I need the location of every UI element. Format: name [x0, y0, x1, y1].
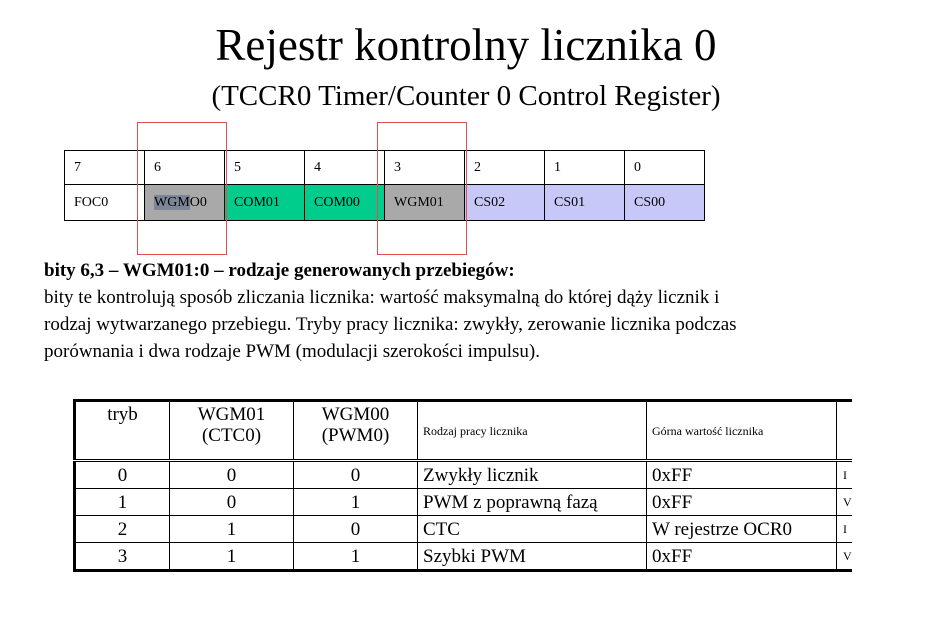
- modes-table-header: [75, 401, 852, 461]
- page-title: Rejestr kontrolny licznika 0: [215, 20, 717, 70]
- bit-number: 2: [465, 151, 545, 185]
- modes-table: [73, 399, 852, 572]
- bit-number: 5: [225, 151, 305, 185]
- bit-number: 4: [305, 151, 385, 185]
- paragraph-line: bity te kontrolują sposób zliczania licznika: wartość maksymalną do której dąży licznik i: [44, 287, 720, 308]
- paragraph-line: porównania i dwa rodzaje PWM (modulacji szerokości impulsu).: [44, 341, 540, 362]
- highlight-box-bit6: [137, 122, 227, 255]
- highlight-box-bit3: [377, 122, 467, 255]
- bit-number: 6: [145, 151, 225, 185]
- bit-number: 1: [545, 151, 625, 185]
- table-row: 3 1 1 Szybki PWM 0xFF V: [75, 543, 852, 571]
- bit-name-com01: COM01: [225, 185, 305, 221]
- page-subtitle: (TCCR0 Timer/Counter 0 Control Register): [211, 80, 721, 112]
- description-paragraph: [44, 284, 929, 365]
- bit-name-cs02: CS02: [465, 185, 545, 221]
- bit-name-cs00: CS00: [625, 185, 705, 221]
- table-row: 0 0 0 Zwykły licznik 0xFF I: [75, 461, 852, 489]
- section-heading: bity 6,3 – WGM01:0 – rodzaje generowanych przebiegów:: [44, 260, 515, 281]
- table-row: 1 0 1 PWM z poprawną fazą 0xFF V: [75, 489, 852, 516]
- bit-name-wgm00: WGMO0: [145, 185, 225, 221]
- bit-number: 0: [625, 151, 705, 185]
- paragraph-line: rodzaj wytwarzanego przebiegu. Tryby pracy licznika: zwykły, zerowanie licznika podczas: [44, 314, 737, 335]
- bit-name-com00: COM00: [305, 185, 385, 221]
- bit-name-cs01: CS01: [545, 185, 625, 221]
- bit-name-wgm01: WGM01: [385, 185, 465, 221]
- header-wgm00: WGM00 (PWM0): [294, 401, 418, 461]
- header-gorna: Górna wartość licznika: [647, 401, 837, 461]
- bit-name-foc0: FOC0: [65, 185, 145, 221]
- header-cut: [837, 401, 852, 461]
- selection-highlight: WGM: [154, 194, 190, 210]
- header-rodzaj: Rodzaj pracy licznika: [418, 401, 647, 461]
- header-tryb: tryb: [75, 401, 170, 461]
- header-wgm01: WGM01 (CTC0): [170, 401, 294, 461]
- bit-number: 7: [65, 151, 145, 185]
- bit-number: 3: [385, 151, 465, 185]
- table-row: 2 1 0 CTC W rejestrze OCR0 I: [75, 516, 852, 543]
